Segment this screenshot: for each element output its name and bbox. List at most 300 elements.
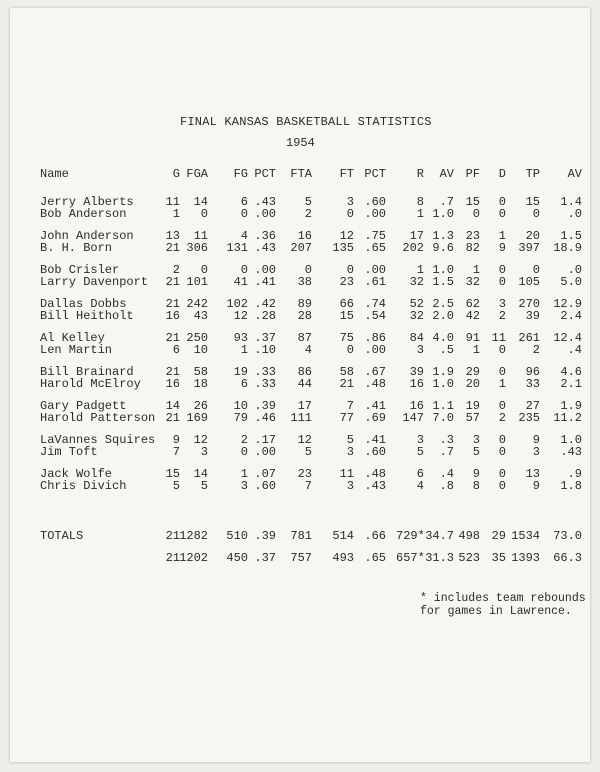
cell-fga: 12	[193, 433, 208, 447]
cell-fga: 26	[193, 399, 208, 413]
cell-g: 7	[172, 445, 180, 459]
cell-fg: 131	[226, 241, 248, 255]
cell-ft: 12	[339, 229, 354, 243]
player-name: Bob Crisler	[40, 263, 120, 277]
cell-ft-pct: .65	[364, 241, 386, 255]
table-row	[40, 276, 585, 288]
cell-r: 32	[409, 275, 424, 289]
player-name: Gary Padgett	[40, 399, 127, 413]
table-row	[40, 242, 585, 254]
cell-r: 3	[416, 343, 424, 357]
cell-d: 0	[498, 365, 506, 379]
cell-fg: 12	[233, 309, 248, 323]
player-name: Chris Divich	[40, 479, 127, 493]
cell-tp: 235	[518, 411, 540, 425]
cell-ft: 0	[346, 207, 354, 221]
cell-g: 21	[165, 297, 180, 311]
cell-tp: 3	[532, 445, 540, 459]
cell-ft-pct: .60	[364, 445, 386, 459]
cell-tp-av: .4	[567, 343, 582, 357]
total-d: 29	[491, 529, 506, 543]
cell-fg: 0	[240, 207, 248, 221]
cell-tp: 27	[525, 399, 540, 413]
cell-d: 0	[498, 195, 506, 209]
cell-g: 9	[172, 433, 180, 447]
cell-pct: .28	[254, 309, 276, 323]
cell-fg: 10	[233, 399, 248, 413]
total-fga: 1282	[179, 529, 208, 543]
cell-pct: .07	[254, 467, 276, 481]
cell-pf: 57	[465, 411, 480, 425]
cell-fta: 7	[304, 479, 312, 493]
cell-d: 0	[498, 207, 506, 221]
cell-fg: 0	[240, 445, 248, 459]
cell-pct: .43	[254, 241, 276, 255]
cell-fga: 18	[193, 377, 208, 391]
table-row	[40, 344, 585, 356]
cell-pf: 8	[472, 479, 480, 493]
total-pct: .37	[254, 551, 276, 565]
cell-tp-av: .43	[560, 445, 582, 459]
cell-ft-pct: .69	[364, 411, 386, 425]
cell-r-av: .7	[439, 195, 454, 209]
cell-pf: 20	[465, 377, 480, 391]
cell-ft-pct: .67	[364, 365, 386, 379]
cell-d: 0	[498, 467, 506, 481]
cell-g: 21	[165, 411, 180, 425]
cell-pf: 1	[472, 263, 480, 277]
cell-tp-av: 1.4	[560, 195, 582, 209]
cell-pf: 15	[465, 195, 480, 209]
cell-tp-av: 4.6	[560, 365, 582, 379]
cell-fta: 87	[297, 331, 312, 345]
cell-d: 0	[498, 343, 506, 357]
cell-ft-pct: .48	[364, 377, 386, 391]
header-fta: FTA	[290, 167, 312, 181]
document-page	[10, 8, 590, 762]
header-ft-pct: PCT	[364, 167, 386, 181]
cell-fta: 0	[304, 263, 312, 277]
cell-r: 3	[416, 433, 424, 447]
player-name: B. H. Born	[40, 241, 113, 255]
cell-fg: 0	[240, 263, 248, 277]
cell-pct: .17	[254, 433, 276, 447]
cell-fta: 111	[290, 411, 312, 425]
cell-pf: 3	[472, 433, 480, 447]
cell-g: 16	[165, 377, 180, 391]
cell-g: 16	[165, 309, 180, 323]
cell-pf: 5	[472, 445, 480, 459]
cell-r: 39	[409, 365, 424, 379]
cell-r: 202	[402, 241, 424, 255]
cell-pct: .46	[254, 411, 276, 425]
cell-d: 2	[498, 309, 506, 323]
cell-ft-pct: .00	[364, 207, 386, 221]
cell-fga: 58	[193, 365, 208, 379]
total-r: 729*	[396, 529, 425, 543]
cell-fta: 86	[297, 365, 312, 379]
cell-r-av: 1.9	[432, 365, 454, 379]
cell-r: 16	[409, 377, 424, 391]
total-fga: 1202	[179, 551, 208, 565]
table-header	[40, 168, 585, 180]
cell-g: 2	[172, 263, 180, 277]
table-row	[40, 208, 585, 220]
cell-fga: 250	[186, 331, 208, 345]
total-g: 21	[165, 551, 180, 565]
cell-g: 1	[172, 207, 180, 221]
cell-d: 3	[498, 297, 506, 311]
cell-g: 14	[165, 399, 180, 413]
cell-fg: 4	[240, 229, 248, 243]
total-pf: 523	[458, 551, 480, 565]
cell-r: 1	[416, 263, 424, 277]
cell-ft: 15	[339, 309, 354, 323]
cell-d: 0	[498, 433, 506, 447]
cell-fga: 14	[193, 195, 208, 209]
cell-fg: 93	[233, 331, 248, 345]
cell-r-av: 2.5	[432, 297, 454, 311]
total-ft: 514	[332, 529, 354, 543]
cell-r: 147	[402, 411, 424, 425]
cell-pf: 91	[465, 331, 480, 345]
player-name: Dallas Dobbs	[40, 297, 127, 311]
cell-r: 4	[416, 479, 424, 493]
cell-fta: 207	[290, 241, 312, 255]
cell-fg: 19	[233, 365, 248, 379]
cell-tp: 261	[518, 331, 540, 345]
cell-tp-av: 12.9	[553, 297, 582, 311]
player-name: Al Kelley	[40, 331, 105, 345]
cell-ft: 58	[339, 365, 354, 379]
total-fg: 510	[226, 529, 248, 543]
cell-tp-av: .0	[567, 207, 582, 221]
total-ft-pct: .66	[364, 529, 386, 543]
cell-d: 0	[498, 445, 506, 459]
cell-pf: 9	[472, 467, 480, 481]
cell-tp: 0	[532, 207, 540, 221]
header-d: D	[498, 167, 506, 181]
cell-pct: .42	[254, 297, 276, 311]
cell-fga: 14	[193, 467, 208, 481]
cell-pct: .00	[254, 263, 276, 277]
cell-ft: 11	[339, 467, 354, 481]
cell-pf: 42	[465, 309, 480, 323]
cell-d: 1	[498, 229, 506, 243]
cell-tp-av: 1.5	[560, 229, 582, 243]
footnote	[420, 592, 586, 618]
header-fg: FG	[233, 167, 248, 181]
cell-ft: 66	[339, 297, 354, 311]
document-year: 1954	[286, 136, 315, 150]
cell-tp-av: 2.1	[560, 377, 582, 391]
cell-d: 9	[498, 241, 506, 255]
cell-r-av: .5	[439, 343, 454, 357]
cell-pct: .00	[254, 207, 276, 221]
cell-tp-av: 5.0	[560, 275, 582, 289]
cell-r-av: 7.0	[432, 411, 454, 425]
cell-r: 8	[416, 195, 424, 209]
totals-block	[40, 530, 585, 574]
table-row	[40, 446, 585, 458]
cell-r-av: 9.6	[432, 241, 454, 255]
cell-pf: 23	[465, 229, 480, 243]
cell-pct: .33	[254, 377, 276, 391]
cell-pf: 62	[465, 297, 480, 311]
cell-fta: 5	[304, 445, 312, 459]
footnote-line-2: for games in Lawrence.	[420, 605, 572, 618]
cell-r-av: 1.1	[432, 399, 454, 413]
total-g: 21	[165, 529, 180, 543]
cell-tp: 9	[532, 479, 540, 493]
cell-tp: 20	[525, 229, 540, 243]
cell-ft-pct: .00	[364, 263, 386, 277]
cell-r: 5	[416, 445, 424, 459]
total-tp: 1393	[511, 551, 540, 565]
cell-d: 0	[498, 263, 506, 277]
cell-pct: .41	[254, 275, 276, 289]
cell-g: 5	[172, 479, 180, 493]
player-name: Harold McElroy	[40, 377, 141, 391]
header-g: G	[172, 167, 180, 181]
player-name: Bill Brainard	[40, 365, 134, 379]
cell-ft: 21	[339, 377, 354, 391]
cell-ft: 0	[346, 263, 354, 277]
cell-ft: 3	[346, 445, 354, 459]
cell-tp: 9	[532, 433, 540, 447]
cell-tp: 2	[532, 343, 540, 357]
header-pct: PCT	[254, 167, 276, 181]
header-r-av: AV	[439, 167, 454, 181]
player-name: Jack Wolfe	[40, 467, 113, 481]
cell-r: 84	[409, 331, 424, 345]
cell-tp-av: 1.8	[560, 479, 582, 493]
cell-fta: 12	[297, 433, 312, 447]
cell-d: 0	[498, 479, 506, 493]
cell-fta: 4	[304, 343, 312, 357]
player-name: Len Martin	[40, 343, 113, 357]
cell-g: 6	[172, 343, 180, 357]
cell-fg: 102	[226, 297, 248, 311]
player-name: Harold Patterson	[40, 411, 156, 425]
table-row	[40, 412, 585, 424]
total-tp: 1534	[511, 529, 540, 543]
cell-ft: 77	[339, 411, 354, 425]
cell-ft: 3	[346, 195, 354, 209]
cell-tp: 15	[525, 195, 540, 209]
cell-tp: 33	[525, 377, 540, 391]
cell-d: 2	[498, 411, 506, 425]
cell-fga: 169	[186, 411, 208, 425]
cell-tp: 13	[525, 467, 540, 481]
player-name: LaVannes Squires	[40, 433, 156, 447]
cell-tp: 105	[518, 275, 540, 289]
player-name: Bob Anderson	[40, 207, 127, 221]
cell-fga: 10	[193, 343, 208, 357]
cell-r-av: 4.0	[432, 331, 454, 345]
total-d: 35	[491, 551, 506, 565]
header-tp: TP	[525, 167, 540, 181]
cell-fta: 28	[297, 309, 312, 323]
total-r: 657*	[396, 551, 425, 565]
total-r-av: 34.7	[425, 529, 454, 543]
cell-fta: 38	[297, 275, 312, 289]
cell-r-av: 1.0	[432, 377, 454, 391]
cell-tp: 96	[525, 365, 540, 379]
header-tp-av: AV	[567, 167, 582, 181]
stats-table	[40, 168, 585, 492]
cell-fg: 6	[240, 195, 248, 209]
header-ft: FT	[339, 167, 354, 181]
cell-fta: 2	[304, 207, 312, 221]
cell-ft-pct: .61	[364, 275, 386, 289]
cell-tp-av: .9	[567, 467, 582, 481]
cell-r: 1	[416, 207, 424, 221]
cell-fg: 6	[240, 377, 248, 391]
cell-pf: 32	[465, 275, 480, 289]
cell-g: 15	[165, 467, 180, 481]
total-fta: 781	[290, 529, 312, 543]
cell-tp: 397	[518, 241, 540, 255]
cell-fta: 23	[297, 467, 312, 481]
cell-fta: 17	[297, 399, 312, 413]
cell-fga: 306	[186, 241, 208, 255]
cell-ft: 135	[332, 241, 354, 255]
cell-ft-pct: .54	[364, 309, 386, 323]
cell-r-av: 1.0	[432, 207, 454, 221]
header-fga: FGA	[186, 167, 208, 181]
cell-fta: 44	[297, 377, 312, 391]
cell-tp-av: .0	[567, 263, 582, 277]
player-name: John Anderson	[40, 229, 134, 243]
cell-fg: 3	[240, 479, 248, 493]
cell-fta: 5	[304, 195, 312, 209]
header-r: R	[416, 167, 424, 181]
total-tp-av: 73.0	[553, 529, 582, 543]
cell-fga: 0	[200, 207, 208, 221]
cell-pct: .36	[254, 229, 276, 243]
cell-r-av: .3	[439, 433, 454, 447]
cell-fg: 79	[233, 411, 248, 425]
cell-fga: 3	[200, 445, 208, 459]
cell-fta: 89	[297, 297, 312, 311]
cell-pct: .39	[254, 399, 276, 413]
cell-ft-pct: .60	[364, 195, 386, 209]
cell-ft-pct: .86	[364, 331, 386, 345]
cell-pf: 1	[472, 343, 480, 357]
player-name: Jerry Alberts	[40, 195, 134, 209]
cell-tp: 0	[532, 263, 540, 277]
cell-ft: 5	[346, 433, 354, 447]
player-name: Jim Toft	[40, 445, 98, 459]
cell-r-av: 1.3	[432, 229, 454, 243]
cell-r-av: 2.0	[432, 309, 454, 323]
cell-pct: .60	[254, 479, 276, 493]
cell-fga: 5	[200, 479, 208, 493]
cell-pf: 0	[472, 207, 480, 221]
totals-row	[40, 552, 585, 574]
footnote-line-1: * includes team rebounds	[420, 592, 586, 605]
cell-ft-pct: .74	[364, 297, 386, 311]
cell-d: 11	[491, 331, 506, 345]
cell-ft-pct: .43	[364, 479, 386, 493]
player-rows	[40, 196, 585, 492]
cell-g: 21	[165, 275, 180, 289]
cell-g: 21	[165, 331, 180, 345]
cell-r-av: .4	[439, 467, 454, 481]
cell-fga: 11	[193, 229, 208, 243]
table-row	[40, 310, 585, 322]
cell-fta: 16	[297, 229, 312, 243]
cell-r: 32	[409, 309, 424, 323]
cell-r-av: 1.5	[432, 275, 454, 289]
cell-d: 0	[498, 399, 506, 413]
cell-fga: 242	[186, 297, 208, 311]
cell-tp-av: 1.0	[560, 433, 582, 447]
header-pf: PF	[465, 167, 480, 181]
totals-label: TOTALS	[40, 529, 84, 543]
cell-tp: 39	[525, 309, 540, 323]
cell-tp-av: 12.4	[553, 331, 582, 345]
cell-pct: .33	[254, 365, 276, 379]
cell-r-av: 1.0	[432, 263, 454, 277]
cell-ft-pct: .00	[364, 343, 386, 357]
cell-fg: 1	[240, 467, 248, 481]
cell-pf: 82	[465, 241, 480, 255]
header-name: Name	[40, 167, 69, 181]
cell-tp-av: 2.4	[560, 309, 582, 323]
player-name: Larry Davenport	[40, 275, 149, 289]
total-ft: 493	[332, 551, 354, 565]
cell-ft: 3	[346, 479, 354, 493]
cell-g: 21	[165, 241, 180, 255]
cell-ft: 0	[346, 343, 354, 357]
cell-d: 1	[498, 377, 506, 391]
cell-r: 52	[409, 297, 424, 311]
cell-g: 11	[165, 195, 180, 209]
cell-g: 13	[165, 229, 180, 243]
cell-ft-pct: .41	[364, 399, 386, 413]
cell-tp-av: 18.9	[553, 241, 582, 255]
cell-ft-pct: .75	[364, 229, 386, 243]
cell-fg: 41	[233, 275, 248, 289]
table-row	[40, 378, 585, 390]
cell-fga: 43	[193, 309, 208, 323]
cell-tp-av: 11.2	[553, 411, 582, 425]
total-fta: 757	[290, 551, 312, 565]
cell-fg: 2	[240, 433, 248, 447]
cell-fga: 0	[200, 263, 208, 277]
cell-ft-pct: .41	[364, 433, 386, 447]
total-pf: 498	[458, 529, 480, 543]
cell-r: 17	[409, 229, 424, 243]
cell-tp-av: 1.9	[560, 399, 582, 413]
cell-g: 21	[165, 365, 180, 379]
total-ft-pct: .65	[364, 551, 386, 565]
cell-fg: 1	[240, 343, 248, 357]
cell-pct: .43	[254, 195, 276, 209]
player-name: Bill Heitholt	[40, 309, 134, 323]
cell-d: 0	[498, 275, 506, 289]
cell-pf: 29	[465, 365, 480, 379]
cell-ft: 23	[339, 275, 354, 289]
cell-ft: 7	[346, 399, 354, 413]
cell-fga: 101	[186, 275, 208, 289]
cell-pf: 19	[465, 399, 480, 413]
total-tp-av: 66.3	[553, 551, 582, 565]
cell-pct: .00	[254, 445, 276, 459]
total-r-av: 31.3	[425, 551, 454, 565]
